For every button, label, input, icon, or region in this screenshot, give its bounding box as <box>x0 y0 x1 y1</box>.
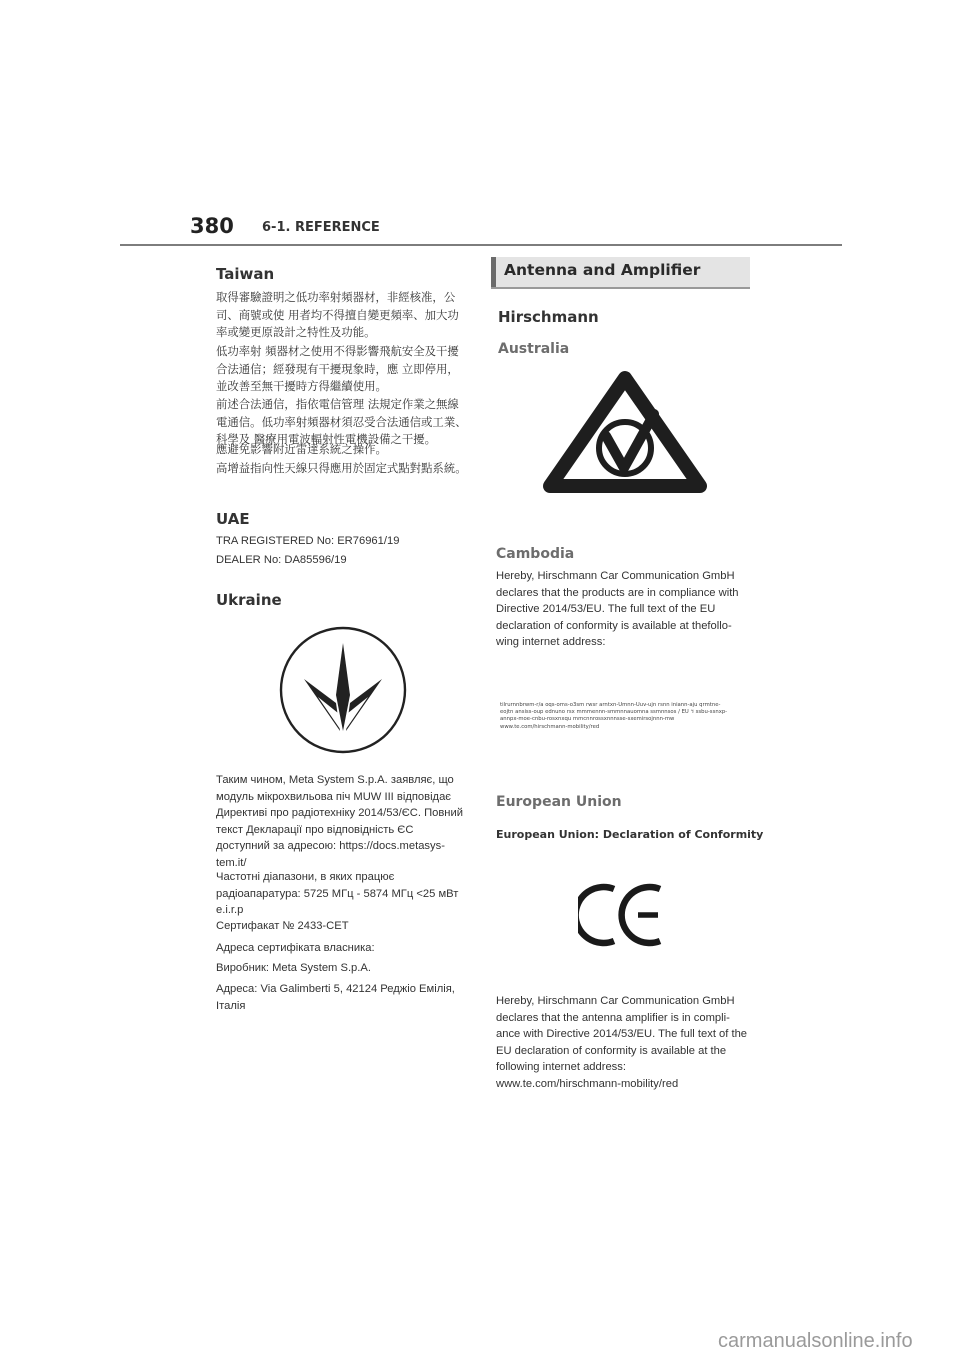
taiwan-heading: Taiwan <box>216 265 275 283</box>
eu-subheading: European Union: Declaration of Conformity <box>496 828 764 841</box>
ukraine-paragraph-1: Таким чином, Meta System S.p.A. заявляє, що модуль мікрохвильова піч MUW III відповідає Директиві про радіотехніку 2014/53/ЄС. Повний текст Декларації про відповідність ЄС доступний за адресою: https://docs.metasys-tem.it/ <box>216 774 463 869</box>
rcm-mark-icon <box>542 370 708 494</box>
taiwan-paragraph-4: 應避免影響附近雷達系統之操作。 <box>216 442 387 456</box>
ukraine-paragraph-2: Частотні діапазони, в яких працює радіоапаратура: 5725 МГц - 5874 МГц <25 мВт e.i.r.p <box>216 871 459 917</box>
header-divider <box>120 244 842 246</box>
banner-title: Antenna and Amplifier <box>504 261 701 279</box>
page-number: 380 <box>190 214 234 238</box>
uae-heading: UAE <box>216 510 250 528</box>
uae-line-2: DEALER No: DA85596/19 <box>216 554 347 566</box>
taiwan-paragraph-3: 前述合法通信，指依電信管理 法規定作業之無線電通信。低功率射頻器材須忍受合法通信或工業、科學及 醫療用電波輻射性電機設備之干擾。 <box>216 397 467 446</box>
manufacturer-heading: Hirschmann <box>498 308 599 326</box>
cambodia-khmer-declaration: tilrurnnbrwm-r/a oqs-oms-o3sm rwsr arntxn-Umnn-Uuv-ujn rsnn iniann-aju qrmtne-eojtn ansiss-oup ednuno rsx mmmennn-smmnnauomna ssmnnsos / EU ។ ssbu-ssnxp-annpx-moe-cnbu-rosxnxqu mmcnnrossxnnnsse-sxemirsojnnn-mw www.te.com/hirschmann-mobility/red <box>500 702 728 730</box>
ukraine-paragraph-6: Адреса: Via Galimberti 5, 42124 Реджіо Емілія, Італія <box>216 983 455 1012</box>
ukraine-paragraph-5: Виробник: Meta System S.p.A. <box>216 962 371 974</box>
taiwan-paragraph-1: 取得審驗證明之低功率射頻器材，非經核准，公司、商號或使 用者均不得擅自變更頻率、加大功率或變更原設計之特性及功能。 <box>216 290 459 339</box>
taiwan-paragraph-5: 高增益指向性天線只得應用於固定式點對點系統。 <box>216 461 467 475</box>
eu-text: Hereby, Hirschmann Car Communication GmbH declares that the antenna amplifier is in compli-ance with Directive 2014/53/EU. The full text of the EU declaration of conformity is available at the following internet address: www.te.com/hirschmann-mobility/red <box>496 995 748 1090</box>
cambodia-heading: Cambodia <box>496 546 575 562</box>
ukraine-heading: Ukraine <box>216 591 282 609</box>
ukraine-paragraph-4: Адреса сертифіката власника: <box>216 942 375 954</box>
section-banner <box>491 257 750 289</box>
eu-heading: European Union <box>496 794 622 810</box>
watermark: carmanualsonline.info <box>718 1330 913 1352</box>
australia-heading: Australia <box>498 341 570 357</box>
taiwan-paragraph-2: 低功率射 頻器材之使用不得影響飛航安全及干擾合法通信；經發現有干擾現象時，應 立即停用，並改善至無干擾時方得繼續使用。 <box>216 344 459 393</box>
page-header <box>190 214 390 244</box>
cambodia-text: Hereby, Hirschmann Car Communication GmbH declares that the products are in compliance with Directive 2014/53/EU. The full text of the EU declaration of conformity is available at thefollo-wing internet address: <box>496 570 739 649</box>
ukrsepro-mark-icon <box>278 625 408 755</box>
section-title: 6-1. REFERENCE <box>262 220 380 235</box>
ukraine-paragraph-3: Сертифакат № 2433-СЕТ <box>216 920 349 932</box>
banner-accent <box>491 257 496 287</box>
uae-line-1: TRA REGISTERED No: ER76961/19 <box>216 535 400 547</box>
ce-mark-icon <box>578 883 664 947</box>
